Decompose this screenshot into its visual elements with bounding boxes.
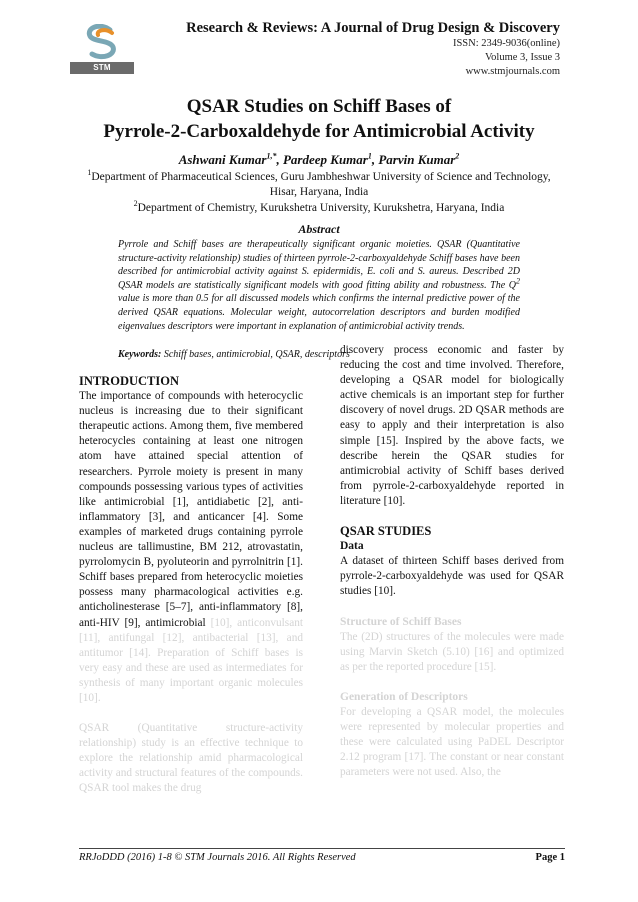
keywords-text: Schiff bases, antimicrobial, QSAR, descriptors [163,349,350,360]
author-sup: 1,* [266,151,277,161]
author-list: Ashwani Kumar$^{1,*}$, Pardeep Kumar$^1$, Parvin Kumar$^2$ [178,151,460,167]
footer-page-number: Page 1 [535,852,565,863]
logo-text: STM JOURNALS [70,62,134,74]
intro-paragraph-1-faded: [10], anticonvulsant [11], antifungal [12], antibacterial [13], and antitumor [14]. Preparation of Schiff bases is very easy and these are used as intermediates for synthesis of many important organic molecules [10]. [79,616,304,704]
author-name: Pardeep Kumar [282,152,368,167]
affiliation-text: Department of Pharmaceutical Sciences, Guru Jambheshwar University of Science and Technology, Hisar, Haryana, India [91,171,551,198]
descriptors-heading: Generation of Descriptors [340,690,468,703]
paper-title-line-2: Pyrrole-2-Carboxaldehyde for Antimicrobial Activity [103,121,535,142]
right-column [340,343,564,780]
author-sup: 2 [455,151,460,161]
abstract-text [118,238,520,333]
intro-paragraph-1 [79,389,303,706]
affiliation-text: Department of Chemistry, Kurukshetra University, Kurukshetra, Haryana, India [137,202,505,214]
data-heading: Data [340,540,364,553]
left-column [79,374,303,797]
journal-issn: ISSN: 2349-9036(online) [452,38,560,49]
paper-title [60,94,578,144]
data-paragraph: A dataset of thirteen Schiff bases derived from pyrrole-2-carboxyaldehyde was used for QSAR studies [10]. [340,555,564,598]
keywords-label: Keywords: [118,349,162,360]
affiliation-sup: 1 [87,168,92,178]
paper-title-line-1: QSAR Studies on Schiff Bases of [186,96,452,117]
logo-s-icon [80,24,124,60]
footer-citation: RRJoDDD (2016) 1-8 © STM Journals 2016. All Rights Reserved [79,852,356,863]
abstract-part-2: value is more than 0.5 for all discussed models which confirms the internal predictive power of the derived QSAR equations. Molecular weight, autocorrelation descriptors and burden modified eigenvalues descriptors were important in explanation of antimicrobial activity trends. [118,293,520,332]
journal-title: Research & Reviews: A Journal of Drug Design & Discovery [186,20,560,36]
right-paragraph-1: discovery process economic and faster by reducing the cost and time involved. Therefore, developing a QSAR model for biologically active chemicals is an important step for further discovery of novel drugs. 2D QSAR methods are easy to apply and their interpretation is also simple [15]. Inspired by the above facts, we describe herein the QSAR studies for antimicrobial activity of Schiff bases derived from pyrrole-2-carboxyaldehyde reported in literature [10]. [340,344,564,507]
author-name: Ashwani Kumar [178,152,267,167]
author-sup: 1 [367,151,372,161]
intro-paragraph-1-text: The importance of compounds with heterocyclic nucleus is increasing due to their significant therapeutic actions. Among them, five membered heterocycles containing at least one nitrogen atom have attained special attention of researchers. Pyrrole moiety is present in many compounds possessing various types of activities like antimicrobial [1], antidiabetic [2], anti-inflammatory [3], and anticancer [4]. Some examples of marketed drugs containing pyrrole nucleus are tallimustine, BM 212, atrovastatin, pyrrolomycin B, pyoluteorin and pyrrolnitrin [1]. Schiff bases prepared from heterocyclic moieties possess many pharmacological activities e.g. anticholinesterase [5–7], anti-inflammatory [8], anti-HIV [9], antimicrobial [79,390,303,629]
affiliation-1 [75,170,563,200]
journal-website: www.stmjournals.com [465,66,560,77]
stm-journals-logo [70,24,134,84]
author-name: Parvin Kumar [378,152,456,167]
structure-paragraph: The (2D) structures of the molecules were made using Marvin Sketch (5.10) [16] and optimized as per the reported procedure [15]. [340,630,564,673]
affiliation-2 [75,201,563,216]
abstract-sup: 2 [516,276,520,286]
structure-heading: Structure of Schiff Bases [340,615,462,628]
affiliation-sup: 2 [133,199,138,209]
journal-info [186,20,560,79]
intro-paragraph-2: QSAR (Quantitative structure-activity relationship) study is an effective technique to explore the relationship amid pharmacological activity and structural features of the compounds. QSAR tool makes the drug [79,722,303,795]
abstract-part-1: Pyrrole and Schiff bases are therapeutically significant organic moieties. QSAR (Quantitative structure-activity relationship) studies of thirteen pyrrole-2-carboxyaldehyde Schiff bases have been described for antimicrobial activity against S. epidermidis, E. coli and S. aureus. Described 2D QSAR models are statistically significant models with good fitting ability and robustness. The Q [118,239,520,291]
abstract-heading: Abstract [298,222,340,236]
qsar-studies-heading: QSAR STUDIES [340,524,432,539]
footer-divider [79,848,565,849]
descriptors-paragraph: For developing a QSAR model, the molecules were represented by molecular properties and these were calculated using PaDEL Descriptor 2.12 program [17]. The constant or near constant parameters were not used. Also, the [340,705,564,779]
journal-volume: Volume 3, Issue 3 [484,52,560,63]
introduction-heading: INTRODUCTION [79,374,180,388]
